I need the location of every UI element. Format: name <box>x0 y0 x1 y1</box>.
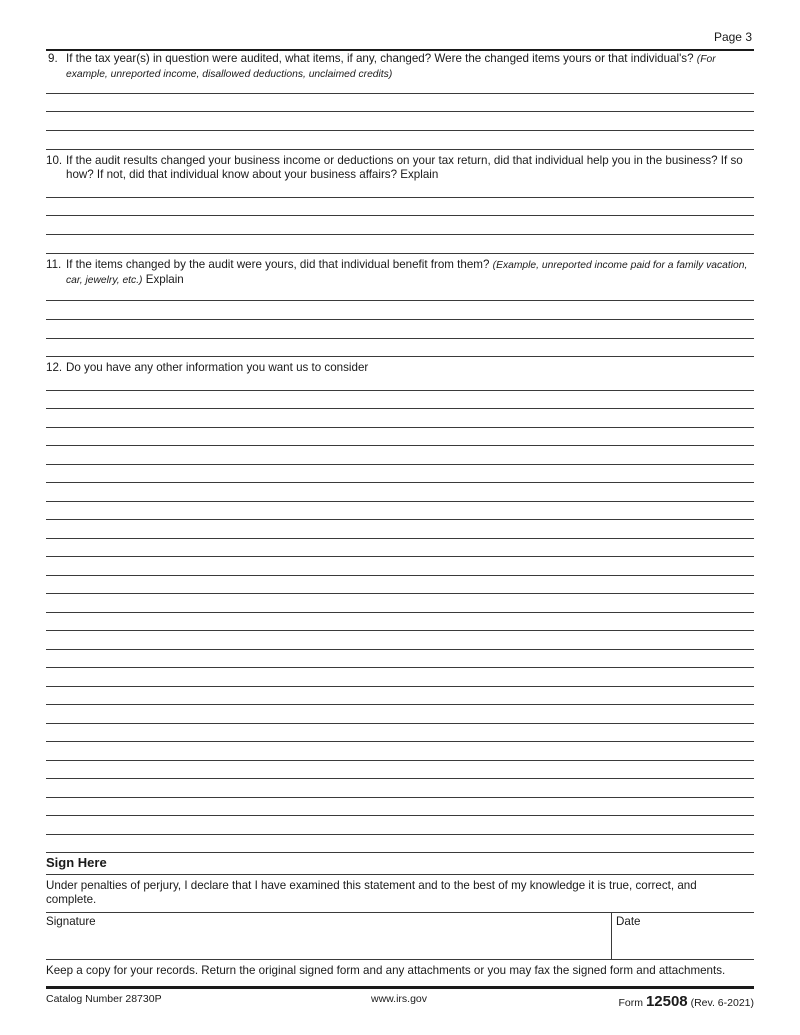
section-rule <box>46 912 754 913</box>
field-divider <box>611 912 612 959</box>
form-revision: (Rev. 6-2021) <box>690 997 754 1009</box>
answer-line[interactable] <box>46 667 754 668</box>
answer-line[interactable] <box>46 130 754 131</box>
answer-line[interactable] <box>46 852 754 853</box>
answer-line[interactable] <box>46 630 754 631</box>
answer-line[interactable] <box>46 234 754 235</box>
answer-line[interactable] <box>46 338 754 339</box>
answer-line[interactable] <box>46 464 754 465</box>
date-field[interactable] <box>616 930 752 958</box>
question-example: (Example, unreported income paid for a family vacation, car, jewelry, etc.) <box>66 260 748 286</box>
question-number: 9. <box>48 52 58 65</box>
answer-line[interactable] <box>46 593 754 594</box>
answer-line[interactable] <box>46 93 754 94</box>
answer-line[interactable] <box>46 408 754 409</box>
question-number: 12. <box>46 361 63 374</box>
question-example: (For example, unreported income, disallowed deductions, unclaimed credits) <box>66 54 716 80</box>
question-text: Do you have any other information you want us to consider <box>66 361 369 374</box>
answer-line[interactable] <box>46 612 754 613</box>
page-number: Page 3 <box>713 30 752 44</box>
answer-line[interactable] <box>46 215 754 216</box>
answer-line[interactable] <box>46 778 754 779</box>
question-9 <box>46 52 750 82</box>
perjury-declaration: Under penalties of perjury, I declare that I have examined this statement and to the best of my knowledge it is true, correct, and complete. <box>46 879 697 906</box>
answer-line[interactable] <box>46 111 754 112</box>
answer-line[interactable] <box>46 704 754 705</box>
answer-line[interactable] <box>46 797 754 798</box>
answer-line[interactable] <box>46 815 754 816</box>
form-id <box>619 993 754 1010</box>
answer-line[interactable] <box>46 253 754 254</box>
answer-line[interactable] <box>46 390 754 391</box>
answer-line[interactable] <box>46 723 754 724</box>
question-11 <box>46 258 750 288</box>
section-rule <box>46 874 754 875</box>
answer-line[interactable] <box>46 556 754 557</box>
question-text: If the tax year(s) in question were audited, what items, if any, changed? Were the changed items yours or that individual's? <box>66 52 694 65</box>
question-number: 11. <box>46 258 62 271</box>
signature-field[interactable] <box>46 930 606 958</box>
answer-line[interactable] <box>46 686 754 687</box>
answer-line[interactable] <box>46 197 754 198</box>
form-prefix: Form <box>618 997 644 1009</box>
date-label: Date <box>616 915 641 928</box>
answer-line[interactable] <box>46 300 754 301</box>
answer-line[interactable] <box>46 575 754 576</box>
catalog-number: Catalog Number 28730P <box>46 993 162 1005</box>
question-text: If the items changed by the audit were yours, did that individual benefit from them? <box>66 258 490 271</box>
form-number: 12508 <box>645 993 688 1010</box>
top-rule <box>46 49 754 51</box>
answer-line[interactable] <box>46 501 754 502</box>
answer-line[interactable] <box>46 356 754 357</box>
question-number: 10. <box>46 154 63 167</box>
answer-line[interactable] <box>46 482 754 483</box>
question-12 <box>46 361 750 375</box>
keep-copy-note: Keep a copy for your records. Return the original signed form and any attachments or you may fax the signed form and attachments. <box>46 964 726 977</box>
answer-line[interactable] <box>46 538 754 539</box>
question-text: If the audit results changed your business income or deductions on your tax return, did that individual help you in the business? If so how? If not, did that individual know about your business affairs? Explain <box>66 154 743 181</box>
answer-line[interactable] <box>46 741 754 742</box>
question-suffix: Explain <box>145 273 184 286</box>
answer-line[interactable] <box>46 760 754 761</box>
answer-line[interactable] <box>46 149 754 150</box>
answer-line[interactable] <box>46 445 754 446</box>
website-link[interactable]: www.irs.gov <box>371 993 428 1005</box>
signature-label: Signature <box>46 915 96 928</box>
answer-line[interactable] <box>46 834 754 835</box>
answer-line[interactable] <box>46 519 754 520</box>
answer-line[interactable] <box>46 319 754 320</box>
answer-line[interactable] <box>46 427 754 428</box>
section-rule <box>46 959 754 960</box>
answer-line[interactable] <box>46 649 754 650</box>
question-10 <box>46 154 750 182</box>
bottom-rule <box>46 986 754 989</box>
sign-here-heading: Sign Here <box>46 855 107 870</box>
